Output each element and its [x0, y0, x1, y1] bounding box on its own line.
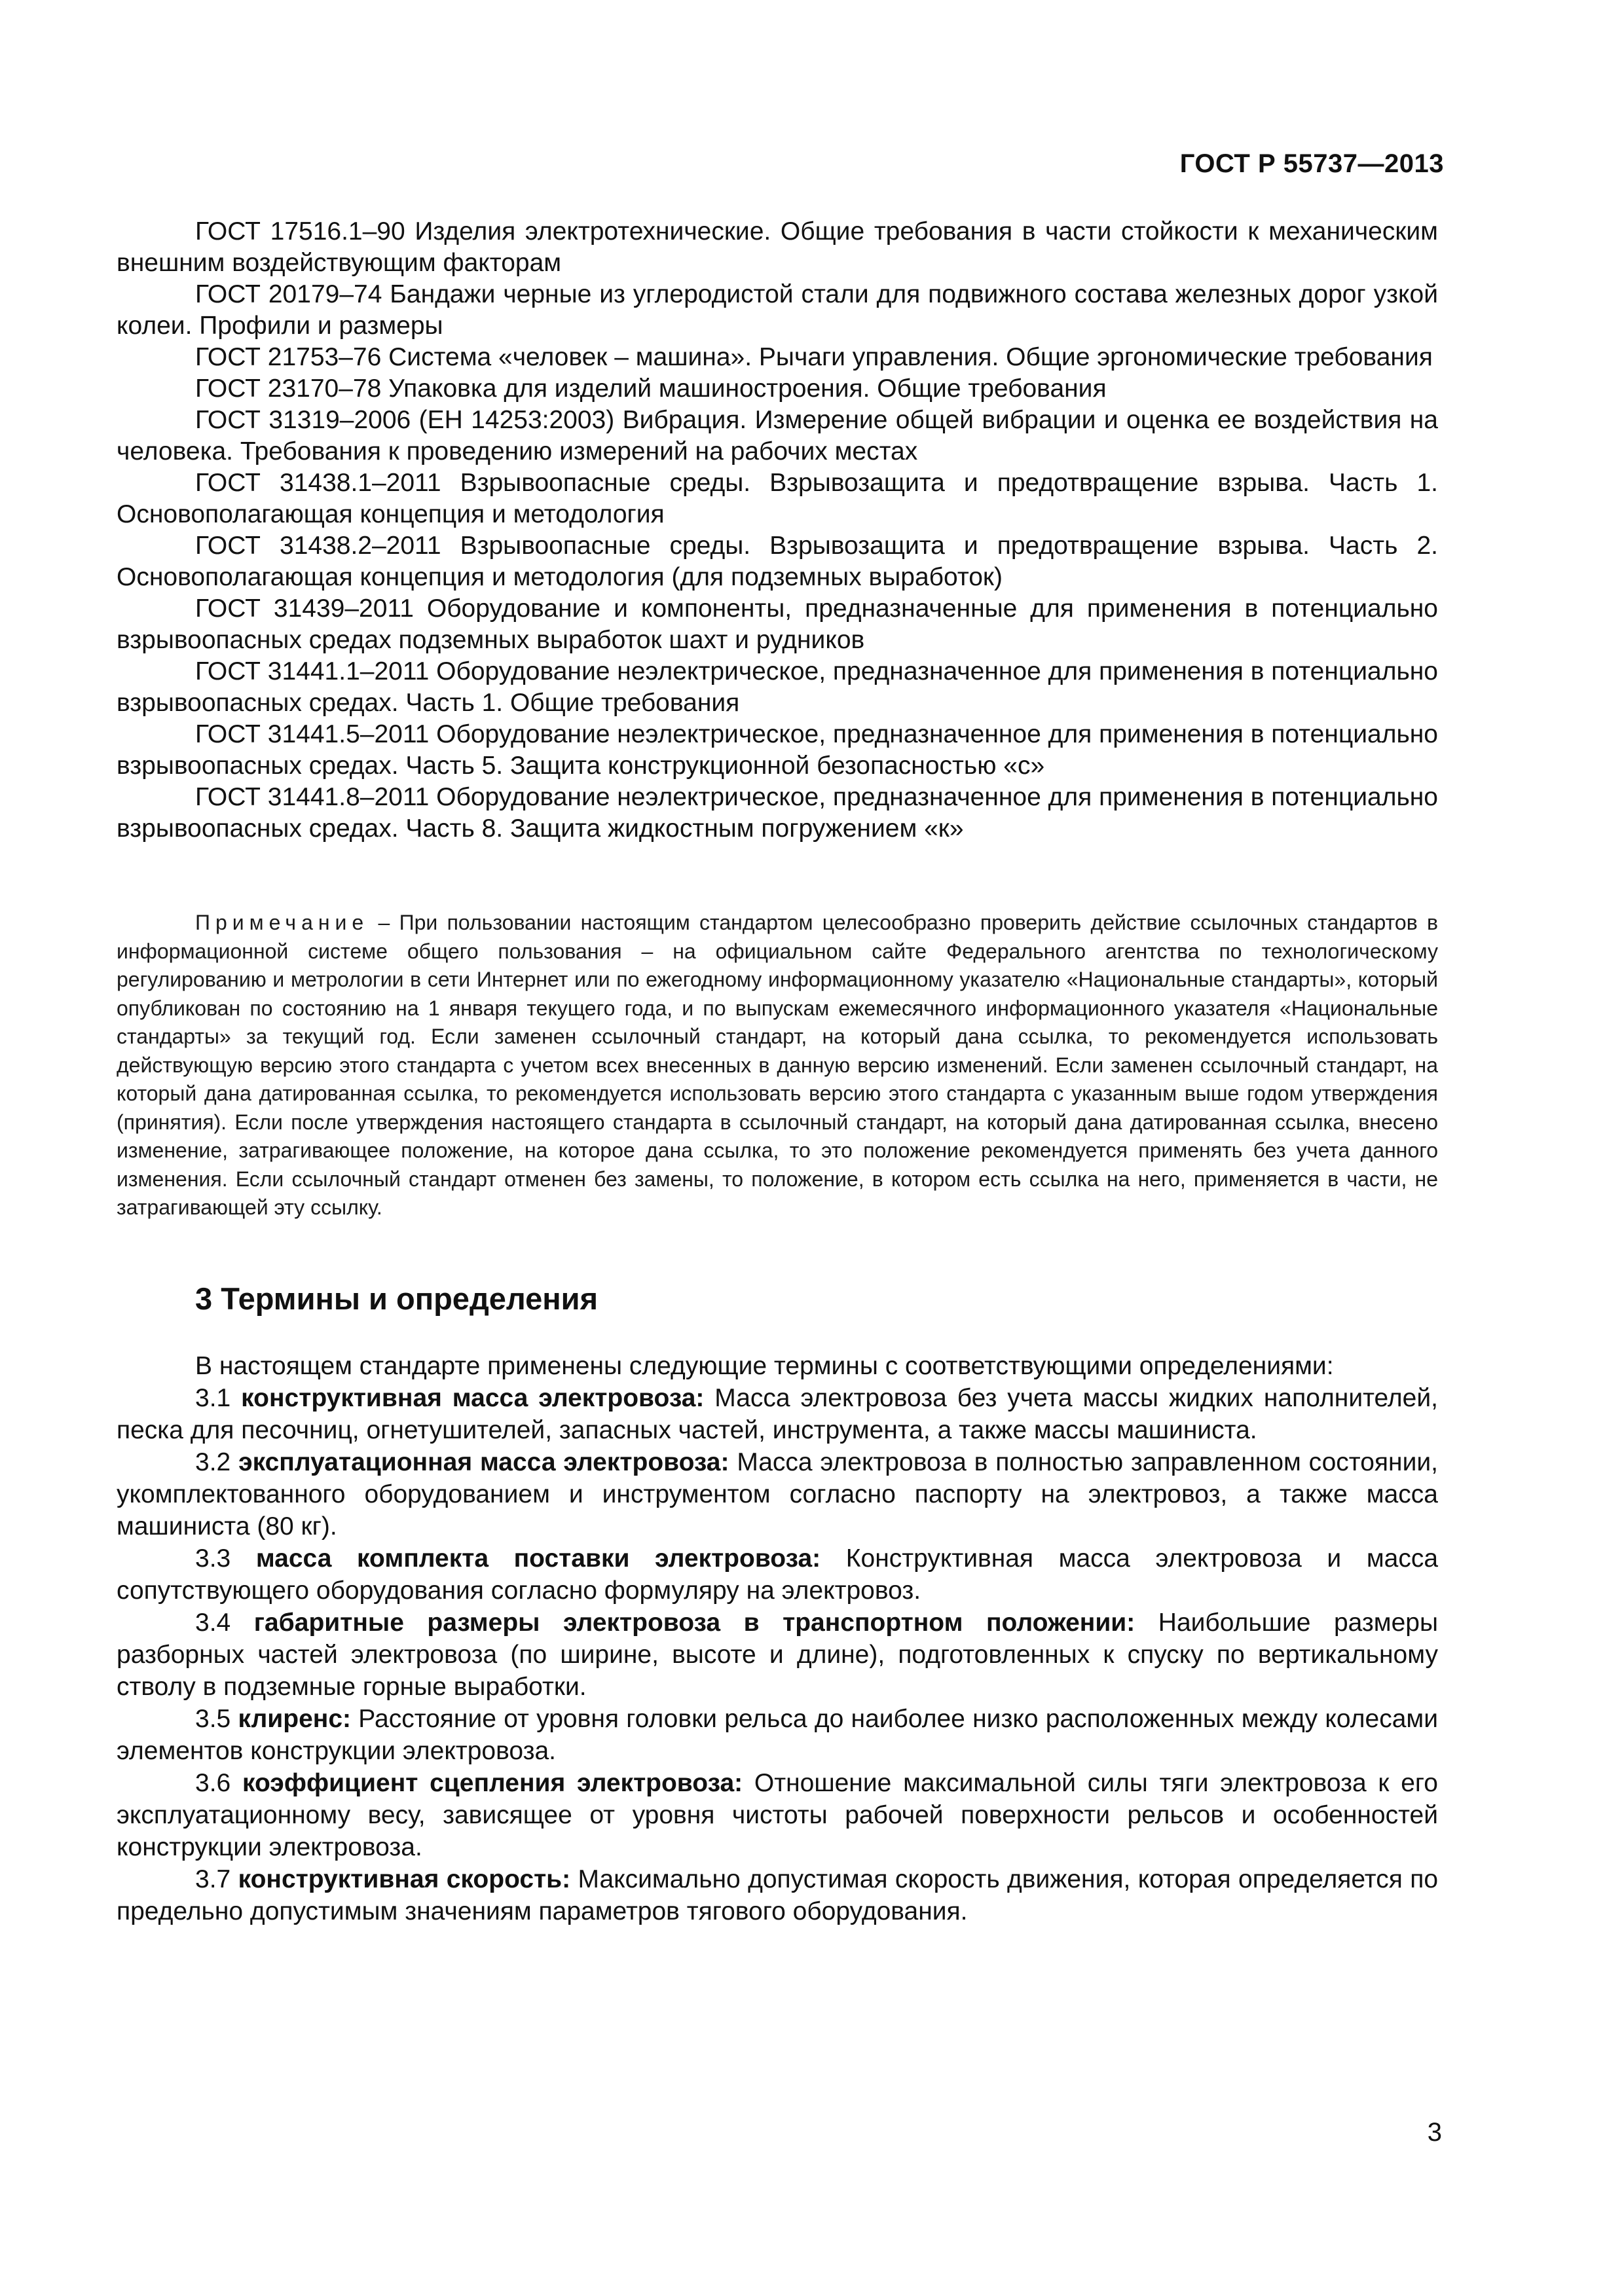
term-item: [117, 1607, 1438, 1703]
term-number: 3.4: [195, 1609, 231, 1637]
section-intro: В настоящем стандарте применены следующие термины с соответствующими определениями:: [195, 1352, 1334, 1380]
term-name: клиренс:: [238, 1705, 351, 1733]
term-number: 3.1: [195, 1384, 231, 1412]
term-item: [117, 1542, 1438, 1607]
term-definition: Конструктивная масса электровоза и масса сопутствующего оборудования согласно формуляру на электровоз.: [117, 1544, 1439, 1605]
reference-item: ГОСТ 31441.8–2011 Оборудование неэлектрическое, предназначенное для применения в потенциально взрывоопасных средах. Часть 8. Защита жидкостным погружением «к»: [117, 783, 1438, 843]
note-paragraph: [117, 909, 1438, 1222]
section-title: 3 Термины и определения: [195, 1281, 598, 1316]
term-item: [117, 1446, 1438, 1542]
reference-item: ГОСТ 31441.5–2011 Оборудование неэлектрическое, предназначенное для применения в потенциально взрывоопасных средах. Часть 5. Защита конструкционной безопасностью «с»: [117, 720, 1438, 780]
term-name: конструктивная скорость:: [238, 1865, 571, 1893]
term-name: коэффициент сцепления электровоза:: [242, 1769, 743, 1797]
term-definition: Расстояние от уровня головки рельса до наиболее низко расположенных между колесами элементов конструкции электровоза.: [117, 1705, 1438, 1765]
reference-item: ГОСТ 20179–74 Бандажи черные из углеродистой стали для подвижного состава железных дорог узкой колеи. Профили и размеры: [117, 280, 1438, 340]
term-item: [117, 1863, 1438, 1927]
document-header: ГОСТ Р 55737—2013: [1179, 149, 1444, 178]
term-definition: Масса электровоза в полностью заправленном состоянии, укомплектованного оборудованием и инструментом согласно паспорту на электровоз, а также масса машиниста (80 кг).: [117, 1448, 1438, 1540]
term-name: габаритные размеры электровоза в транспортном положении:: [253, 1609, 1135, 1637]
reference-item: ГОСТ 31441.1–2011 Оборудование неэлектрическое, предназначенное для применения в потенциально взрывоопасных средах. Часть 1. Общие требования: [117, 657, 1438, 717]
reference-item: ГОСТ 31319–2006 (ЕН 14253:2003) Вибрация. Измерение общей вибрации и оценка ее воздействия на человека. Требования к проведению измерений на рабочих местах: [117, 406, 1438, 465]
term-name: конструктивная масса электровоза:: [241, 1384, 705, 1412]
term-definition: Наибольшие размеры разборных частей электровоза (по ширине, высоте и длине), подготовленных к спуску по вертикальному стволу в подземные горные выработки.: [117, 1609, 1438, 1701]
term-item: [117, 1703, 1438, 1767]
note-block: [117, 909, 1438, 1222]
normative-references: [117, 216, 1438, 845]
term-item: [117, 1767, 1438, 1863]
term-name: масса комплекта поставки электровоза:: [255, 1544, 821, 1573]
term-number: 3.5: [195, 1705, 231, 1733]
terms-list: [117, 1350, 1438, 1927]
reference-item: ГОСТ 31438.2–2011 Взрывоопасные среды. Взрывозащита и предотвращение взрыва. Часть 2. Основополагающая концепция и методология (для подземных выработок): [117, 532, 1438, 591]
reference-item: ГОСТ 21753–76 Система «человек – машина». Рычаги управления. Общие эргономические требования: [195, 343, 1433, 371]
term-name: эксплуатационная масса электровоза:: [238, 1448, 729, 1476]
page-number: 3: [1427, 2118, 1442, 2147]
term-number: 3.6: [195, 1769, 231, 1797]
term-number: 3.2: [195, 1448, 231, 1476]
note-text: – При пользовании настоящим стандартом целесообразно проверить действие ссылочных стандартов в информационной системе общего пользования – на официальном сайте Федерального агентства по технологическому регулированию и метрологии в сети Интернет или по ежегодному информационному указателю «Национальные стандарты», который опубликован по состоянию на 1 января текущего года, и по выпускам ежемесячного информационного указателя «Национальные стандарты» за текущий год. Если заменен ссылочный стандарт, на который дана ссылка, то рекомендуется использовать действующую версию этого стандарта с учетом всех внесенных в данную версию изменений. Если заменен ссылочный стандарт, на который дана датированная ссылка, то рекомендуется использовать версию этого стандарта с указанным выше годом утверждения (принятия). Если после утверждения настоящего стандарта в ссылочный стандарт, на который дана датированная ссылка, внесено изменение, затрагивающее положение, на которое дана ссылка, то это положение рекомендуется применять без учета данного изменения. Если ссылочный стандарт отменен без замены, то положение, в котором есть ссылка на него, применяется в части, не затрагивающей эту ссылку.: [117, 911, 1438, 1219]
term-definition: Масса электровоза без учета массы жидких наполнителей, песка для песочниц, огнетушителей, запасных частей, инструмента, а также массы машиниста.: [117, 1384, 1438, 1444]
term-number: 3.3: [195, 1544, 231, 1573]
reference-item: ГОСТ 17516.1–90 Изделия электротехнические. Общие требования в части стойкости к механическим внешним воздействующим факторам: [117, 217, 1438, 277]
note-label: Примечание: [195, 911, 369, 934]
term-definition: Максимально допустимая скорость движения, которая определяется по предельно допустимым значениям параметров тягового оборудования.: [117, 1865, 1439, 1925]
term-number: 3.7: [195, 1865, 231, 1893]
reference-item: ГОСТ 31438.1–2011 Взрывоопасные среды. Взрывозащита и предотвращение взрыва. Часть 1. Основополагающая концепция и методология: [117, 469, 1438, 528]
term-definition: Отношение максимальной силы тяги электровоза к его эксплуатационному весу, зависящее от уровня чистоты рабочей поверхности рельсов и особенностей конструкции электровоза.: [117, 1769, 1438, 1861]
term-item: [117, 1382, 1438, 1446]
reference-item: ГОСТ 23170–78 Упаковка для изделий машиностроения. Общие требования: [195, 374, 1107, 403]
reference-item: ГОСТ 31439–2011 Оборудование и компоненты, предназначенные для применения в потенциально взрывоопасных средах подземных выработок шахт и рудников: [117, 594, 1438, 654]
